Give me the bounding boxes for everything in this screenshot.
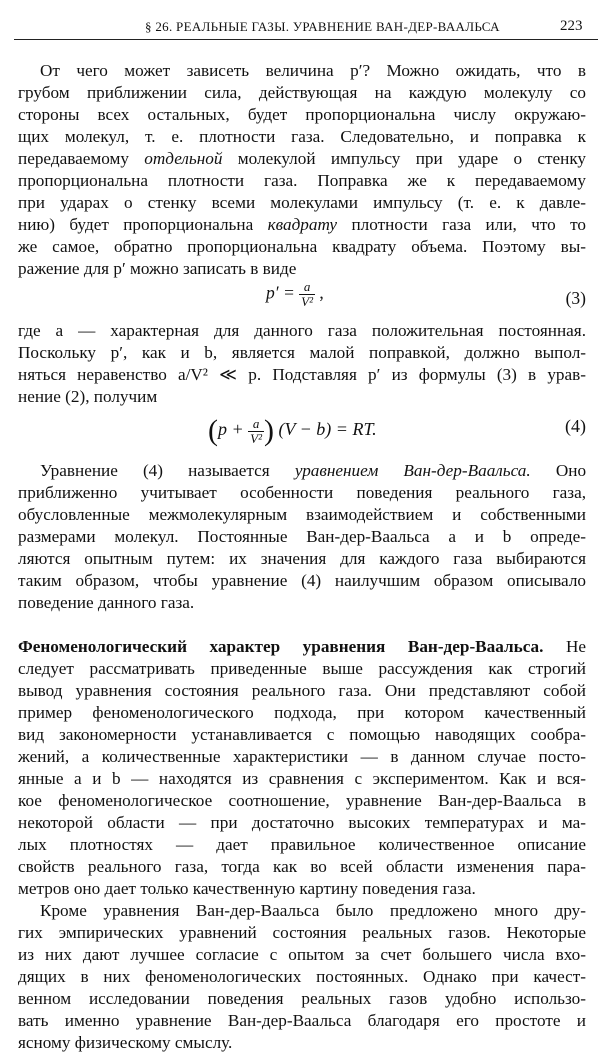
fraction-numerator: a: [248, 417, 264, 432]
equation-number: (4): [565, 416, 586, 436]
text-line: [18, 148, 586, 170]
text-line: размерами молекул. Постоянные Ван-дер-Ваальса a и b опреде-: [18, 527, 586, 546]
equation-number: (3): [565, 288, 586, 308]
running-head-title: § 26. РЕАЛЬНЫЕ ГАЗЫ. УРАВНЕНИЕ ВАН-ДЕР-ВААЛЬСА: [145, 19, 500, 34]
text-line: вывод уравнения состояния реального газа. Они представляют собой: [18, 681, 586, 700]
text-fragment: плотности газа или, что то: [351, 215, 586, 234]
text-line: [18, 636, 586, 658]
text-line: обусловленные межмолекулярным взаимодействием и собственными: [18, 505, 586, 524]
text-line: венном исследовании поведения реальных газов удобно использо-: [18, 989, 586, 1008]
text-fragment: передаваемому: [18, 149, 129, 168]
text-line: жений, а количественные характеристики — в данном случае посто-: [18, 747, 586, 766]
text-line: От чего может зависеть величина p′? Можно ожидать, что в: [40, 61, 586, 80]
formula-expression: [266, 280, 324, 309]
text-line: где a — характерная для данного газа положительная постоянная.: [18, 321, 586, 340]
text-line: ражение для p′ можно записать в виде: [18, 259, 297, 278]
text-line: щих молекул, т. е. плотности газа. Следовательно, и поправка к: [18, 127, 586, 146]
text-line: вать именно уравнение Ван-дер-Ваальса благодаря его простоте и: [18, 1011, 586, 1030]
formula-tail: ,: [319, 282, 324, 303]
text-line: метров оно дает только качественную картину поведения газа.: [18, 879, 476, 898]
formula-4: [18, 408, 586, 460]
text-line: [18, 214, 586, 236]
text-line: кое феноменологическое соотношение, уравнение Ван-дер-Ваальса в: [18, 791, 586, 810]
formula-3: [18, 280, 586, 320]
fraction-denominator: V²: [250, 430, 262, 446]
page-number: 223: [560, 18, 583, 34]
page-body: [18, 60, 586, 1054]
text-line: пропорциональна плотности газа. Поправка же к передаваемому: [18, 171, 586, 190]
text-line: следует рассматривать приведенные выше рассуждения как строгий: [18, 659, 586, 678]
section-heading: Феноменологический характер уравнения Ван-дер-Ваальса.: [18, 637, 544, 656]
header-rule: [14, 39, 598, 40]
text-line: [18, 460, 586, 482]
text-line: дящих в них феноменологических постоянных. Однако при качест-: [18, 967, 586, 986]
text-fragment: Не: [565, 637, 587, 656]
emphasis-text: уравнением Ван-дер-Ваальса.: [294, 461, 531, 480]
text-line: грубом приближении сила, действующая на каждую молекулу со: [18, 83, 586, 102]
text-line: приближенно учитывает особенности поведения реального газа,: [18, 483, 586, 502]
text-line: пример феноменологического подхода, при котором качественный: [18, 703, 586, 722]
fraction-denominator: V²: [301, 294, 313, 309]
text-fragment: Уравнение (4) называется: [40, 461, 270, 480]
formula-lhs: p′ =: [266, 282, 295, 303]
text-fragment: нию) будет пропорциональна: [18, 215, 254, 234]
text-fragment: Оно: [555, 461, 587, 480]
text-fragment: молекулой импульсу при ударе о стенку: [237, 149, 587, 168]
text-line: ясному физическому смыслу.: [18, 1033, 233, 1052]
text-line: янные a и b — находятся из сравнения с экспериментом. Как и вся-: [18, 769, 586, 788]
text-line: свойств реального газа, тогда как во всей области изменения пара-: [18, 857, 586, 876]
fraction: [299, 280, 315, 309]
text-line: Поскольку p′, как и b, является малой поправкой, должно выпол-: [18, 343, 586, 362]
text-line: стороны всех остальных, будет пропорциональна числу окружаю-: [18, 105, 586, 124]
text-line: вид закономерности устанавливается с помощью наводящих сообра-: [18, 725, 586, 744]
fraction-numerator: a: [299, 280, 315, 295]
paragraph-spacer: [18, 614, 586, 636]
text-line: при ударах о стенку всеми молекулами импульсу (т. е. к давле-: [18, 193, 586, 212]
formula-open: p +: [218, 419, 244, 440]
text-line: ляются опытным путем: их значения для каждого газа выбираются: [18, 549, 586, 568]
open-paren: (: [208, 414, 218, 447]
running-head: [0, 6, 613, 40]
text-line: поведение данного газа.: [18, 593, 195, 612]
formula-close: (V − b) = RT.: [278, 419, 377, 440]
emphasis-text: отдельной: [144, 149, 223, 168]
text-line: Кроме уравнения Ван-дер-Ваальса было предложено много дру-: [40, 901, 586, 920]
text-line: же самое, обратно пропорциональна квадрату объема. Поэтому вы-: [18, 237, 586, 256]
text-line: нение (2), получим: [18, 387, 158, 406]
text-line: некоторой области — при достаточно высоких температурах и ма-: [18, 813, 586, 832]
text-line: лых плотностях — дает правильное количественное описание: [18, 835, 586, 854]
fraction: [248, 417, 264, 446]
text-line: таким образом, чтобы уравнение (4) наилучшим образом описывало: [18, 571, 586, 590]
text-line: няться неравенство a/V² ≪ p. Подставляя p′ из формулы (3) в урав-: [18, 365, 586, 384]
formula-expression: [208, 414, 377, 448]
close-paren: ): [264, 414, 274, 447]
emphasis-text: квадрату: [267, 215, 338, 234]
text-line: из них дают лучшее согласие с опытом за счет большего числа вхо-: [18, 945, 586, 964]
text-line: гих эмпирических уравнений состояния реальных газов. Некоторые: [18, 923, 586, 942]
